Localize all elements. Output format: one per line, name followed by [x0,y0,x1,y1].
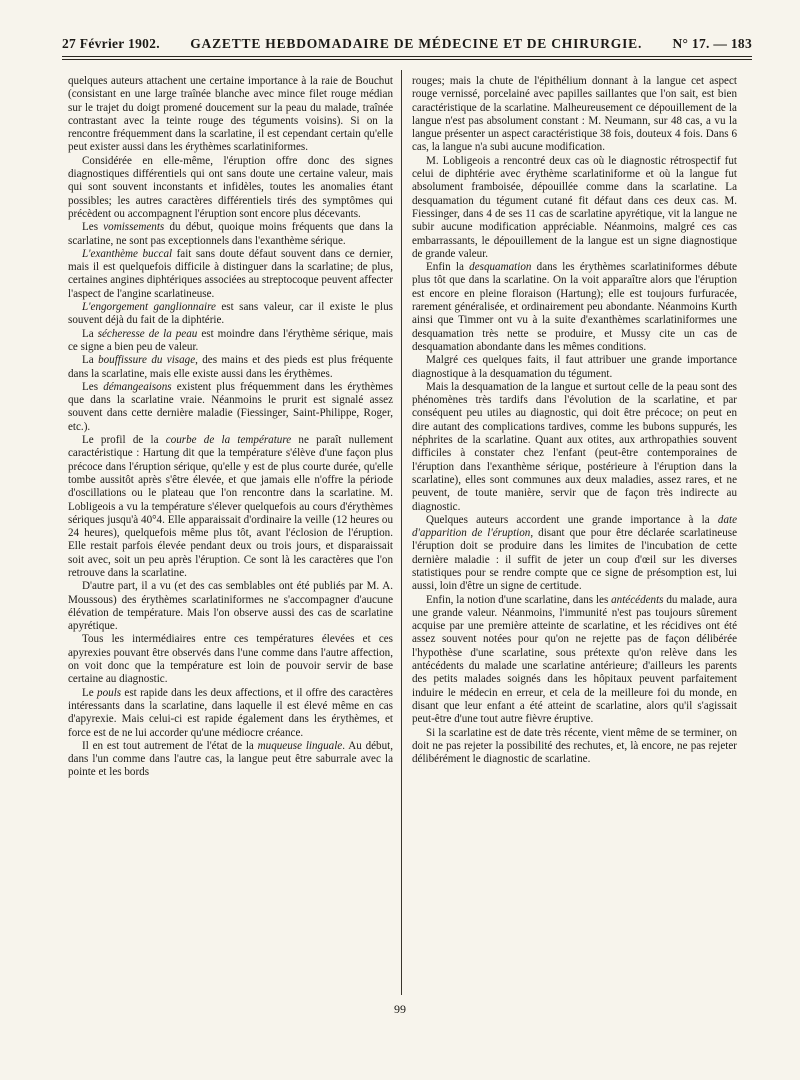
paragraph [68,434,393,580]
paragraph-text: du malade, aura une grande valeur. Néanmoins, l'immunité n'est pas toujours sûrement acquise par une première atteinte de scarlatine, et les récidives ont été assez souvent notées pour qu'on ne rejette pas de façon délibérée l'hypothèse d'une scarlatine, sous prétexte qu'on relève dans les antécédents du malade une scarlatine antérieure; d'ailleurs les parents des petits malades soignés dans les hôpitaux peuvent parfaitement induire le médecin en erreur, et cela de la meilleure foi du monde, en disant que leur enfant a été atteint de scarlatine, alors qu'il s'agissait peut-être d'une tout autre fièvre éruptive. [412,593,737,726]
paragraph [68,354,393,381]
paragraph [412,75,737,155]
paragraph [68,155,393,221]
paragraph-text: Si la scarlatine est de date très récente, vient même de se terminer, on doit ne pas rejeter la possibilité des rechutes, et, là encore, ne pas rejeter délibérément le diagnostic de scarlatine. [412,726,737,766]
italic-term: date d'apparition de l'éruption [412,513,737,540]
paragraph-text: dans les érythèmes scarlatiniformes débute plus tôt que dans la scarlatine. On la voit apparaître alors que l'éruption est encore en pleine floraison (Hartung); elle est toujours furfuracée, rarement généralisée, et ordinairement peu abondante. Néanmoins Kurth ainsi que Timmer ont vu à la suite d'exanthèmes scarlatiniformes une desquamation très nette se produire, et Mussy cite un cas de desquamation abondante dans les mêmes conditions. [412,261,737,353]
paragraph [68,580,393,633]
paragraph-text: du début, quoique moins fréquents que dans la scarlatine, ne sont pas exceptionnels dans l'exanthème sérique. [68,221,393,247]
paragraph [412,727,737,767]
italic-term: bouffissure du visage [98,354,196,367]
paragraph-text: Il en est tout autrement de l'état de la [82,739,258,752]
italic-term: antécédents [611,593,664,606]
paragraph [68,301,393,328]
paragraph [412,261,737,354]
italic-term: L'exanthème buccal [82,247,173,260]
paragraph-text: D'autre part, il a vu (et des cas semblables ont été publiés par M. A. Moussous) des érythèmes scarlatiniformes ne s'accompagner d'aucune élévation de température. Mais l'on observe aussi des cas de scarlatine apyrétique. [68,580,393,633]
column-divider [401,70,402,995]
issue-and-page: N° 17. — 183 [672,36,752,51]
paragraph [68,75,393,155]
paragraph [412,381,737,514]
paragraph-text: Le [82,686,98,699]
paragraph-text: La [82,354,99,367]
header-rule [62,56,752,57]
paragraph-text: , des mains et des pieds est plus fréquente dans la scarlatine, mais elle existe aussi dans les érythèmes. [68,354,393,380]
paragraph [412,155,737,261]
paragraph-text: Malgré ces quelques faits, il faut attribuer une grande importance diagnostique à la desquamation du tégument. [412,354,737,380]
paragraph [68,687,393,740]
paragraph [412,594,737,727]
paragraph [412,514,737,594]
paragraph-text: rouges; mais la chute de l'épithélium donnant à la langue cet aspect rouge vernissé, porcelainé avec papilles saillantes que l'on sait, est bien caractéristique de la scarlatine. Malheureusement ce dépouillement de la langue n'est pas absolument constant : M. Neumann, sur 48 cas, a vu la langue présenter un aspect caractéristique 38 fois, douteux 4 fois. Dans 6 cas, la langue n'a subi aucune modification. [412,75,737,154]
paragraph [68,381,393,434]
paragraph-text: Les [82,380,104,393]
paragraph-text: Mais la desquamation de la langue et surtout celle de la peau sont des phénomènes très tardifs dans l'évolution de la scarlatine, et par conséquent peu utiles au diagnostic, qui doit être précoce; on peut en dire autant des complications tardives, comme les bubons suppurés, les néphrites de la scarlatine. Quant aux otites, aux arthropathies souvent difficiles à constater chez l'enfant (peut-être contemporaines de l'éruption dans l'exanthème sérique, postérieure à l'éruption dans la scarlatine), elles sont communes aux deux maladies, assez rares, et ne peuvent, de toute manière, servir que de façon très indirecte au diagnostic. [412,380,737,513]
italic-term: démangeaisons [103,380,172,393]
italic-term: vomissements [103,221,165,234]
paragraph-text: est moindre dans l'érythème sérique, mais ce signe a bien peu de valeur. [68,327,393,353]
page-number: 99 [394,1002,406,1016]
running-header [62,36,752,52]
italic-term: muqueuse linguale [257,739,343,752]
right-column [412,75,737,766]
journal-title: GAZETTE HEBDOMADAIRE DE MÉDECINE ET DE CHIRURGIE. [190,36,643,51]
header-date: 27 Février 1902. [62,36,160,51]
italic-term: courbe de la température [165,434,292,447]
paragraph [68,740,393,780]
paragraph-text: Enfin la [426,261,470,274]
italic-term: desquamation [469,261,532,274]
paragraph-text: Le profil de la [82,434,166,447]
paragraph-text: Considérée en elle-même, l'éruption offre donc des signes diagnostiques différentiels qui ont sans doute une certaine valeur, mais qui sont souvent inconstants et infidèles, toutes les anomalies étant possibles; les autres caractères différentiels tirés des symptômes qui précèdent ou accompagnent l'éruption sont encore plus décevants. [68,154,393,220]
paragraph [68,221,393,248]
paragraph-text: quelques auteurs attachent une certaine importance à la raie de Bouchut (consistant en une large traînée blanche avec mince filet rouge médian sur le trajet du doigt promené doucement sur la peau du malade, traînée contrastant avec la teinte rouge des téguments voisins). Si on la rencontre fréquemment dans la scarlatine, il est cependant certain qu'elle peut exister aussi dans les érythèmes scarlatiniformes. [68,75,393,154]
paragraph-text: est rapide dans les deux affections, et il offre des caractères intéressants dans la scarlatine, dans laquelle il est élevé même en cas d'apyrexie. Mais celui-ci est rapide également dans les érythèmes, et force est de ne lui accorder qu'une médiocre créance. [68,686,393,739]
paragraph-text: M. Lobligeois a rencontré deux cas où le diagnostic rétrospectif fut celui de diphtérie avec érythème scarlatiniforme et où la langue fut absolument framboisée, dépouillée comme dans la scarlatine. La desquamation du tégument cutané fit défaut dans ces deux cas. M. Fiessinger, dans 4 de ses 11 cas de scarlatine apyrétique, vit la langue ne subir aucune modification appréciable. Néanmoins, malgré ces cas embarrassants, le dépouillement de la langue est un signe diagnostique de grande valeur. [412,154,737,260]
paragraph [68,633,393,686]
italic-term: sécheresse de la peau [97,327,198,340]
paragraph-text: Enfin, la notion d'une scarlatine, dans les [426,593,612,606]
left-column [68,75,393,780]
paragraph-text: , disant que pour être déclarée scarlatineuse l'éruption doit se produire dans les limites de l'incubation de cette dernière maladie : il suffit de jeter un coup d'œil sur les diverses statistiques pour se rendre compte que ce signe de présomption est, lui aussi, loin d'être un signe de certitude. [412,527,737,593]
paragraph-text: La [82,327,98,340]
italic-term: pouls [97,686,122,699]
paragraph-text: ne paraît nullement caractéristique : Hartung dit que la température s'élève d'une façon plus précoce dans l'éruption sérique, qu'elle y est de plus courte durée, qu'elle tombe aussitôt après s'être élevée, et que jamais elle n'offre la période d'oscillations ou le plateau que l'on rencontre dans la scarlatine. M. Lobligeois a vu la température s'élever quelquefois au cours d'érythèmes sériques jusqu'à 40°4. Elle apparaissait d'ordinaire la veille (12 heures ou 24 heures), quelquefois même plus tôt, avant l'éclosion de l'éruption. Elle restait parfois élevée pendant deux ou trois jours, et disparaissait soit avec, soit un peu après l'éruption. Ce sont là les caractères que l'on retrouve dans la scarlatine. [68,434,393,579]
paragraph [68,248,393,301]
paragraph-text: Quelques auteurs accordent une grande importance à la [426,513,718,526]
paragraph-text: . Au début, dans l'un comme dans l'autre cas, la langue peut être saburrale avec la pointe et les bords [68,739,394,779]
italic-term: L'engorgement ganglionnaire [82,301,216,314]
paragraph-text: est sans valeur, car il existe le plus souvent déjà du fait de la diphtérie. [68,301,393,327]
header-rule-double [62,59,752,60]
paragraph-text: existent plus fréquemment dans les érythèmes que dans la scarlatine vraie. Néanmoins le prurit est signalé assez souvent dans cette dernière maladie (Fiessinger, Saint-Philippe, Roger, etc.). [68,380,393,433]
paragraph-text: Tous les intermédiaires entre ces températures élevées et ces apyrexies pouvant être observés dans l'une comme dans l'autre affection, on voit donc que la température est loin de pouvoir servir de base certaine au diagnostic. [68,633,393,686]
paragraph [68,328,393,355]
paragraph-text: fait sans doute défaut souvent dans ce dernier, mais il est quelquefois difficile à distinguer dans la scarlatine; de plus, certaines angines diphtériques associées au streptocoque peuvent affecter l'aspect de l'angine scarlatineuse. [68,247,393,300]
paragraph [412,354,737,381]
paragraph-text: Les [82,221,104,234]
